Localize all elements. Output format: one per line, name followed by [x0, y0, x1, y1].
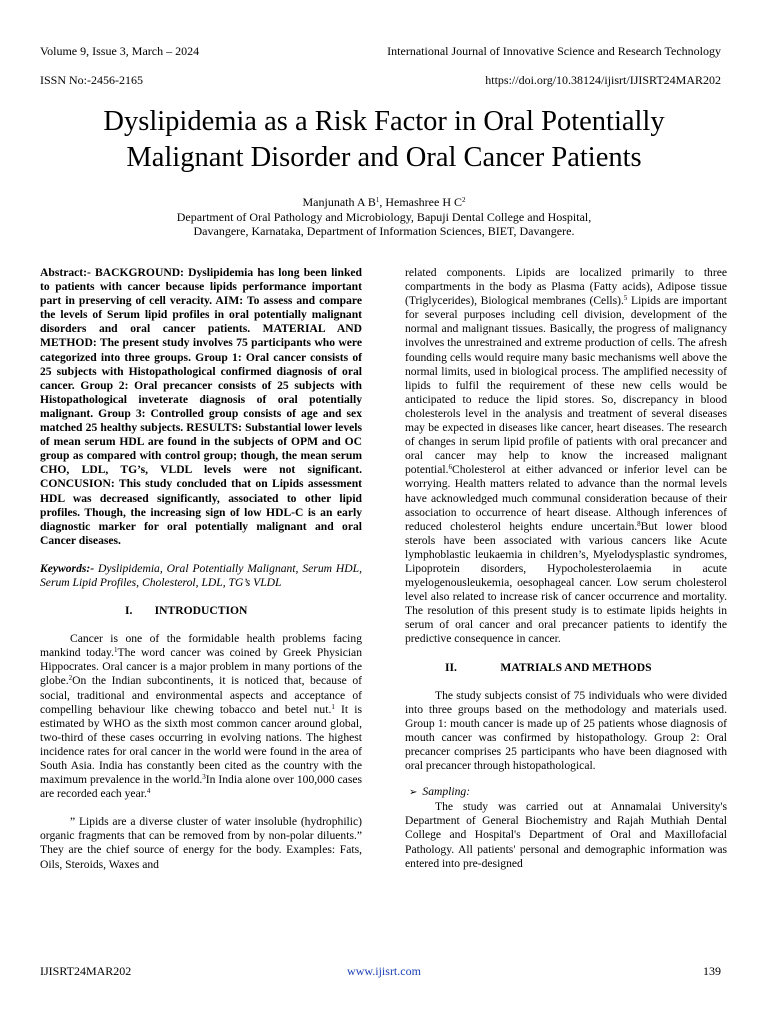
sampling-paragraph: The study was carried out at Annamalai University's Department of General Biochemistry and Rajah Muthiah Dental College and Hospital's Department of Oral and Maxillofacial Pathology. All patients' personal and demographic information was entered into pre-designed: [405, 800, 727, 870]
intro-paragraph-2: ” Lipids are a diverse cluster of water insoluble (hydrophilic) organic fragments that can be removed from by non-polar diluents.” They are the chief source of energy for the body. Examples: Fats, Oils, Steroids, Waxes and: [40, 815, 362, 871]
text-run: related components. Lipids are localized primarily to three compartments in the body as Plasma (Fatty acids), Adipose tissue (Triglycerides), Biological membranes (Cells).: [405, 266, 727, 308]
section-title: INTRODUCTION: [154, 604, 248, 618]
sampling-heading: [405, 785, 727, 800]
section-number: I.: [125, 604, 133, 618]
author-1: Manjunath A B: [302, 195, 376, 209]
paper-title: [40, 104, 728, 176]
author-1-affil-mark: 1: [375, 196, 380, 204]
text-run: The word cancer was coined by Greek Physician Hippocrates. Oral cancer is a major problem in many portions of the globe.: [40, 646, 362, 688]
section-heading-introduction: [40, 604, 362, 618]
footer-page-number: 139: [703, 964, 721, 978]
header-doi[interactable]: https://doi.org/10.38124/ijisrt/IJISRT24MAR202: [485, 73, 721, 87]
right-paragraph-1: [405, 266, 727, 647]
title-line-2: Malignant Disorder and Oral Cancer Patients: [126, 142, 642, 173]
citation-mark: 5: [623, 294, 628, 303]
affiliation-line-2: Davangere, Karnataka, Department of Information Sciences, BIET, Davangere.: [193, 224, 575, 238]
author-2-affil-mark: 2: [461, 196, 466, 204]
header-issn: ISSN No:-2456-2165: [40, 73, 144, 87]
text-run: On the Indian subcontinents, it is noticed that, because of social, traditional and environmental aspects and acceptance of compelling behaviour like chewing tobacco and betel nut.: [40, 674, 362, 716]
citation-mark: 3: [202, 773, 206, 782]
methods-paragraph: The study subjects consist of 75 individuals who were divided into three groups based on the methodology and materials used. Group 1: mouth cancer is made up of 25 patients whose diagnosis of mouth cancer was confirmed by histopathology. Group 2: Oral precancer comprises 25 participants who have been diagnosed with oral precancer through histopathological.: [405, 688, 727, 773]
arrow-bullet-icon: ➢: [409, 787, 418, 799]
text-run: Lipids are important for several purposes including cell division, development of the normal and malignant tissues. Basically, the progress of malignancy involves the unrestrained and extreme production of cells. The afresh founding cells would require many basic mechanisms well above the normal limits, used in biological process. The amplified necessity of lipids to fulfil the requirement of these new cells would be anticipated to reduce the lipid stores. So, discrepancy in blood cholesterols level in the analysis and treatment of several diseases may be expected in diseases like cancer, heart diseases. The research of changes in serum lipid profile of patients with oral precancer and oral cancer may help to know the increased malignant potential.: [405, 294, 727, 477]
affiliation-line-1: Department of Oral Pathology and Microbiology, Bapuji Dental College and Hospital,: [176, 209, 592, 224]
keywords-label: Keywords:-: [40, 561, 95, 575]
citation-mark: 1: [331, 702, 335, 711]
left-column: [40, 266, 362, 872]
author-2: Hemashree H C: [385, 195, 462, 209]
keywords: [40, 562, 362, 590]
keywords-text: Dyslipidemia, Oral Potentially Malignant, Serum HDL, Serum Lipid Profiles, Cholesterol, LDL, TG’s VLDL: [40, 561, 362, 589]
section-number: II.: [445, 660, 457, 674]
footer-code: IJISRT24MAR202: [40, 964, 132, 978]
intro-paragraph-1: [40, 632, 362, 801]
citation-mark: 6: [448, 463, 452, 472]
text-run: Cholesterol at either advanced or inferior level can be worrying. Health matters related to advance than the normal levels have acknowledged much communal consideration because of their association to occurrence of heart disease. Although inferences of reduced cholesterol heights endure uncertain.: [405, 463, 727, 533]
section-heading-methods: [405, 661, 727, 675]
sampling-label: Sampling:: [422, 785, 471, 799]
abstract: Abstract:- BACKGROUND: Dyslipidemia has long been linked to patients with cancer because lipids performance important part in preserving of cell veracity. AIM: To assess and compare the levels of Serum lipid profiles in oral potentially malignant disorders and oral cancer patients. MATERIAL AND METHOD: The present study involves 75 participants who were categorized into three groups. Group 1: Oral cancer consists of 25 subjects with Histopathological confirmed diagnosis of oral cancer. Group 2: Oral precancer consists of 25 subjects with Histopathological inveterate diagnosis of oral potentially malignant. Group 3: Controlled group consists of age and sex matched 25 healthy subjects. RESULTS: Substantial lower levels of mean serum HDL are found in the subjects of OPM and OC group as compared with control group; though, the mean serum CHO, LDL, TG’s, VLDL levels were not significant. CONCUSION: This study concluded that on Lipids assessment HDL was decreased significantly, associated to other lipid profiles. Though, the increasing sign of low HDL-C is an early diagnostic marker for oral potentially malignant and oral Cancer diseases.: [40, 266, 362, 547]
section-title: MATRIALS AND METHODS: [500, 660, 652, 674]
text-run: But lower blood sterols have been associated with various cancers like Acute lymphoblastic leukaemia in children’s, Myelodysplastic syndromes, Lipoprotein disorders, Hypocholesterolaemia in acute myelogenousleukemia, oesophageal cancer. Low serum cholesterol level also related to increase risk of cancer occurrence and mortality. The resolution of this present study is to estimate lipids heights in serum of oral cancer and oral precancer patients to identify the predictive consequence in cancer.: [405, 519, 727, 646]
right-column: [405, 266, 727, 871]
author-block: [40, 195, 728, 239]
citation-mark: 8: [637, 519, 641, 528]
citation-mark: 1: [113, 646, 118, 655]
header-volume: Volume 9, Issue 3, March – 2024: [40, 44, 200, 58]
citation-mark: 2: [68, 674, 73, 683]
text-run: In India alone over 100,000 cases are recorded each year.: [40, 773, 362, 801]
author-separator: ,: [379, 195, 386, 209]
title-line-1: Dyslipidemia as a Risk Factor in Oral Potentially: [103, 106, 665, 137]
text-run: It is estimated by WHO as the sixth most common cancer around global, two-third of these cases occurring in evolving nations. The highest incidence rates for oral cancer in the world were found in the area of South Asia. India has constantly been cited as the country with the maximum prevalence in the world.: [40, 702, 362, 787]
header-journal: International Journal of Innovative Science and Research Technology: [387, 44, 721, 58]
footer-site-link[interactable]: www.ijisrt.com: [347, 964, 421, 978]
text-run: Cancer is one of the formidable health problems facing mankind today.: [40, 632, 362, 660]
citation-mark: 4: [146, 787, 151, 796]
author-names: [40, 195, 728, 210]
